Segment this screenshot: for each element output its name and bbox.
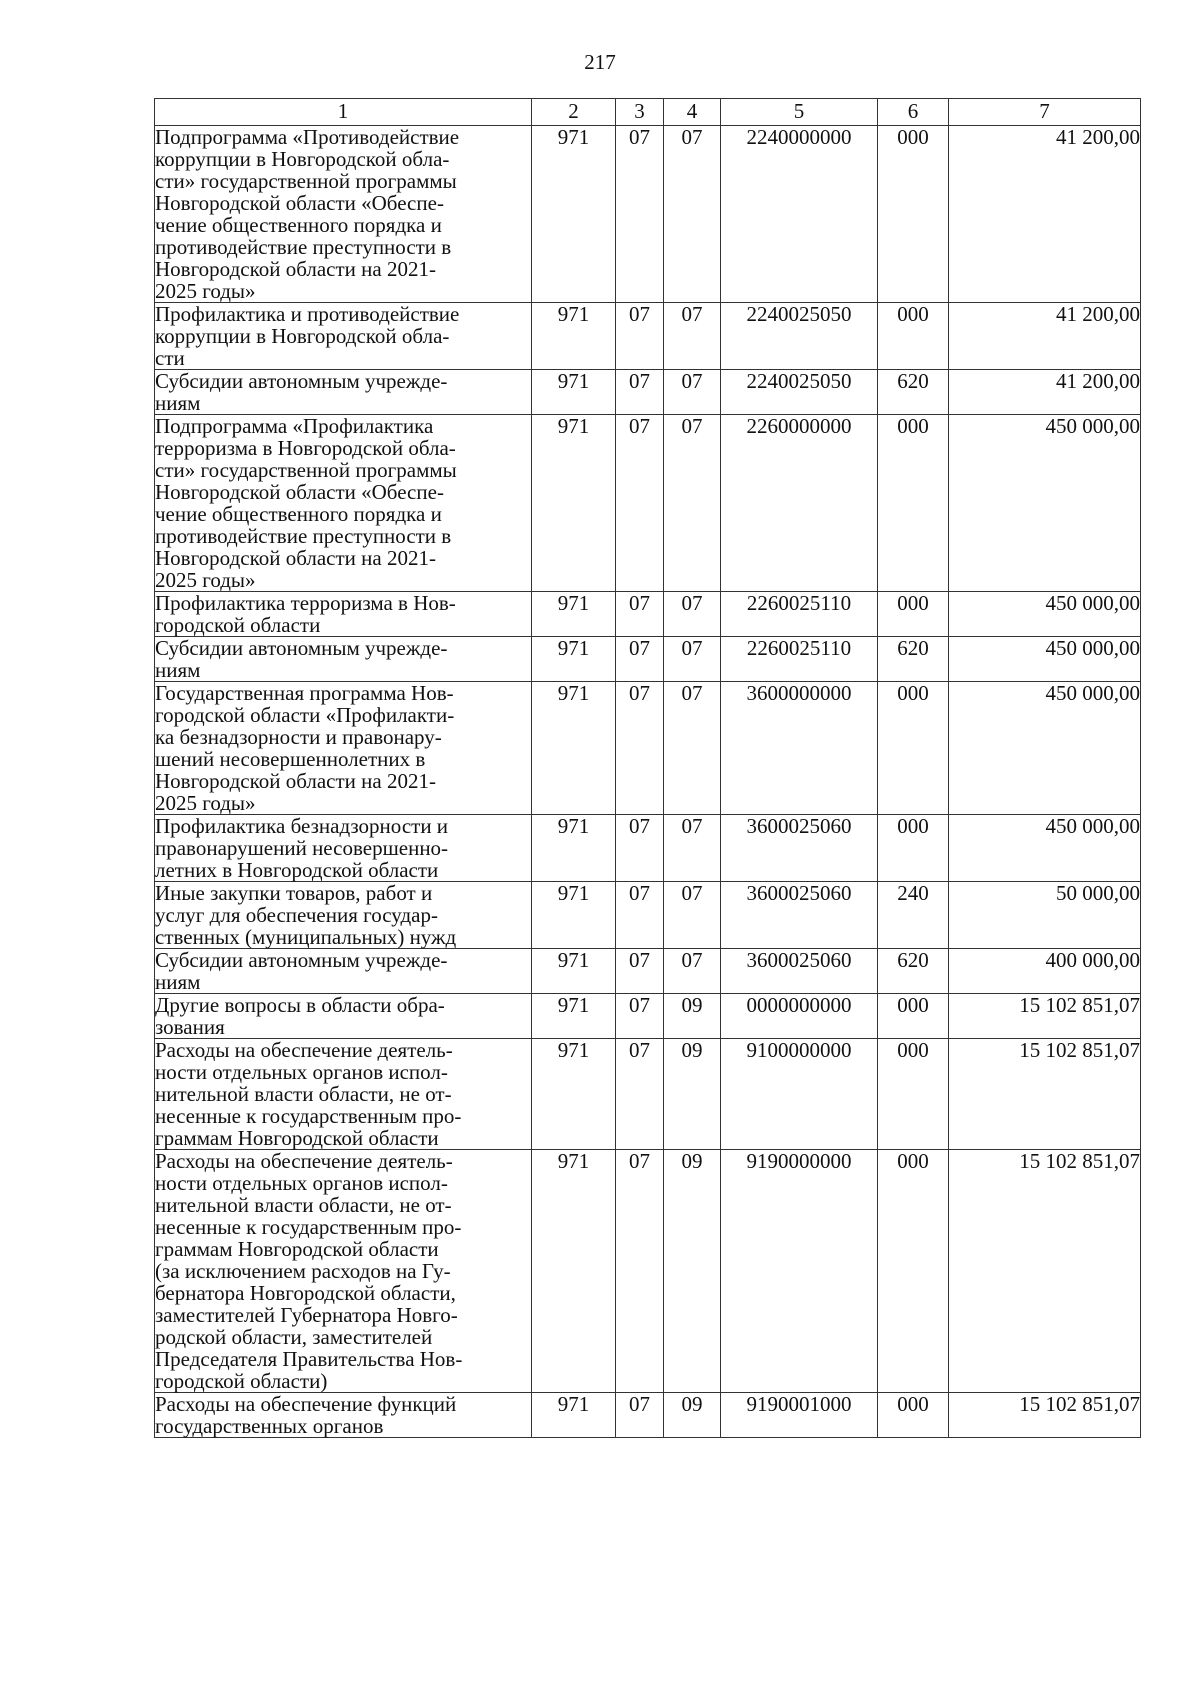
target-article-code: 2240000000 [721, 126, 878, 303]
expense-type-code: 240 [878, 882, 949, 949]
table-row [155, 303, 1141, 370]
section-code: 07 [616, 303, 664, 370]
row-description [155, 882, 532, 949]
row-description [155, 1039, 532, 1150]
amount: 400 000,00 [949, 949, 1141, 994]
subsection-code: 07 [664, 815, 721, 882]
expense-type-code: 000 [878, 303, 949, 370]
section-code: 07 [616, 1039, 664, 1150]
amount: 15 102 851,07 [949, 994, 1141, 1039]
row-description [155, 949, 532, 994]
target-article-code: 3600025060 [721, 815, 878, 882]
description-line: Председателя Правительства Нов- [155, 1347, 463, 1371]
target-article-code: 9190000000 [721, 1150, 878, 1393]
description-line: родской области, заместителей [155, 1325, 433, 1349]
expense-type-code: 000 [878, 1150, 949, 1393]
target-article-code: 2260025110 [721, 592, 878, 637]
target-article-code: 3600025060 [721, 882, 878, 949]
subsection-code: 07 [664, 949, 721, 994]
section-code: 07 [616, 126, 664, 303]
column-header: 6 [878, 99, 949, 126]
subsection-code: 07 [664, 415, 721, 592]
target-article-code: 9190001000 [721, 1393, 878, 1438]
section-code: 07 [616, 415, 664, 592]
amount: 50 000,00 [949, 882, 1141, 949]
table-row [155, 949, 1141, 994]
ministry-code: 971 [532, 637, 616, 682]
table-row [155, 415, 1141, 592]
amount: 41 200,00 [949, 126, 1141, 303]
description-line: Субсидии автономным учрежде- [155, 636, 448, 660]
amount: 15 102 851,07 [949, 1150, 1141, 1393]
description-line: коррупции в Новгородской обла- [155, 324, 450, 348]
amount: 450 000,00 [949, 815, 1141, 882]
description-line: Расходы на обеспечение функций [155, 1392, 457, 1416]
expense-type-code: 000 [878, 126, 949, 303]
description-line: зования [155, 1015, 225, 1039]
subsection-code: 07 [664, 637, 721, 682]
table-row [155, 1150, 1141, 1393]
table-row [155, 637, 1141, 682]
description-line: чение общественного порядка и [155, 502, 442, 526]
description-line: заместителей Губернатора Новго- [155, 1303, 458, 1327]
ministry-code: 971 [532, 882, 616, 949]
column-header: 2 [532, 99, 616, 126]
description-line: ниям [155, 658, 201, 682]
subsection-code: 07 [664, 370, 721, 415]
expense-type-code: 000 [878, 1393, 949, 1438]
expense-type-code: 000 [878, 415, 949, 592]
description-line: несенные к государственным про- [155, 1215, 462, 1239]
table-row [155, 1393, 1141, 1438]
section-code: 07 [616, 370, 664, 415]
ministry-code: 971 [532, 415, 616, 592]
description-line: Подпрограмма «Противодействие [155, 125, 460, 149]
description-line: Другие вопросы в области обра- [155, 993, 445, 1017]
description-line: ности отдельных органов испол- [155, 1060, 448, 1084]
ministry-code: 971 [532, 592, 616, 637]
row-description [155, 415, 532, 592]
ministry-code: 971 [532, 682, 616, 815]
description-line: Подпрограмма «Профилактика [155, 414, 434, 438]
description-line: сти [155, 346, 185, 370]
subsection-code: 09 [664, 1039, 721, 1150]
description-line: бернатора Новгородской области, [155, 1281, 456, 1305]
description-line: летних в Новгородской области [155, 858, 439, 882]
table-row [155, 815, 1141, 882]
row-description [155, 637, 532, 682]
description-line: Государственная программа Нов- [155, 681, 454, 705]
subsection-code: 09 [664, 994, 721, 1039]
row-description [155, 370, 532, 415]
description-line: Расходы на обеспечение деятель- [155, 1149, 453, 1173]
subsection-code: 07 [664, 126, 721, 303]
description-line: Иные закупки товаров, работ и [155, 881, 433, 905]
budget-table [154, 98, 1141, 1438]
section-code: 07 [616, 637, 664, 682]
row-description [155, 592, 532, 637]
target-article-code: 3600000000 [721, 682, 878, 815]
amount: 450 000,00 [949, 637, 1141, 682]
expense-type-code: 620 [878, 637, 949, 682]
description-line: Новгородской области «Обеспе- [155, 480, 444, 504]
description-line: (за исключением расходов на Гу- [155, 1259, 451, 1283]
row-description [155, 815, 532, 882]
amount: 41 200,00 [949, 303, 1141, 370]
ministry-code: 971 [532, 1039, 616, 1150]
description-line: Профилактика и противодействие [155, 302, 460, 326]
section-code: 07 [616, 882, 664, 949]
column-header: 5 [721, 99, 878, 126]
description-line: ниям [155, 970, 201, 994]
expense-type-code: 000 [878, 592, 949, 637]
table-row [155, 592, 1141, 637]
ministry-code: 971 [532, 126, 616, 303]
description-line: чение общественного порядка и [155, 213, 442, 237]
expense-type-code: 000 [878, 682, 949, 815]
row-description [155, 994, 532, 1039]
description-line: граммам Новгородской области [155, 1237, 439, 1261]
target-article-code: 2240025050 [721, 303, 878, 370]
subsection-code: 07 [664, 592, 721, 637]
expense-type-code: 000 [878, 815, 949, 882]
column-header: 7 [949, 99, 1141, 126]
section-code: 07 [616, 949, 664, 994]
description-line: Профилактика терроризма в Нов- [155, 591, 456, 615]
description-line: правонарушений несовершенно- [155, 836, 449, 860]
description-line: Субсидии автономным учрежде- [155, 948, 448, 972]
section-code: 07 [616, 1150, 664, 1393]
target-article-code: 2240025050 [721, 370, 878, 415]
description-line: городской области) [155, 1369, 328, 1393]
table-row [155, 1039, 1141, 1150]
target-article-code: 9100000000 [721, 1039, 878, 1150]
row-description [155, 682, 532, 815]
ministry-code: 971 [532, 1150, 616, 1393]
table-row [155, 370, 1141, 415]
description-line: граммам Новгородской области [155, 1126, 439, 1150]
subsection-code: 09 [664, 1393, 721, 1438]
description-line: Новгородской области на 2021- [155, 769, 436, 793]
ministry-code: 971 [532, 994, 616, 1039]
description-line: 2025 годы» [155, 279, 256, 303]
description-line: противодействие преступности в [155, 235, 452, 259]
description-line: Расходы на обеспечение деятель- [155, 1038, 453, 1062]
section-code: 07 [616, 994, 664, 1039]
table-body [155, 126, 1141, 1438]
subsection-code: 09 [664, 1150, 721, 1393]
section-code: 07 [616, 815, 664, 882]
column-header: 4 [664, 99, 721, 126]
description-line: Субсидии автономным учрежде- [155, 369, 448, 393]
ministry-code: 971 [532, 815, 616, 882]
ministry-code: 971 [532, 949, 616, 994]
amount: 41 200,00 [949, 370, 1141, 415]
column-header: 1 [155, 99, 532, 126]
target-article-code: 2260025110 [721, 637, 878, 682]
row-description [155, 126, 532, 303]
subsection-code: 07 [664, 682, 721, 815]
row-description [155, 1393, 532, 1438]
description-line: 2025 годы» [155, 568, 256, 592]
amount: 450 000,00 [949, 682, 1141, 815]
description-line: ниям [155, 391, 201, 415]
row-description [155, 1150, 532, 1393]
description-line: услуг для обеспечения государ- [155, 903, 438, 927]
table-row [155, 682, 1141, 815]
description-line: городской области «Профилакти- [155, 703, 455, 727]
ministry-code: 971 [532, 1393, 616, 1438]
description-line: ственных (муниципальных) нужд [155, 925, 457, 949]
table-row [155, 994, 1141, 1039]
description-line: Новгородской области «Обеспе- [155, 191, 444, 215]
target-article-code: 2260000000 [721, 415, 878, 592]
section-code: 07 [616, 592, 664, 637]
description-line: Профилактика безнадзорности и [155, 814, 449, 838]
table-row [155, 882, 1141, 949]
expense-type-code: 000 [878, 1039, 949, 1150]
description-line: 2025 годы» [155, 791, 256, 815]
table-row [155, 126, 1141, 303]
description-line: терроризма в Новгородской обла- [155, 436, 456, 460]
description-line: нительной власти области, не от- [155, 1193, 452, 1217]
amount: 15 102 851,07 [949, 1393, 1141, 1438]
description-line: нительной власти области, не от- [155, 1082, 452, 1106]
description-line: несенные к государственным про- [155, 1104, 462, 1128]
description-line: сти» государственной программы [155, 458, 457, 482]
page-number: 217 [584, 50, 616, 74]
description-line: ка безнадзорности и правонару- [155, 725, 442, 749]
description-line: сти» государственной программы [155, 169, 457, 193]
subsection-code: 07 [664, 303, 721, 370]
expense-type-code: 620 [878, 949, 949, 994]
amount: 450 000,00 [949, 415, 1141, 592]
description-line: Новгородской области на 2021- [155, 546, 436, 570]
target-article-code: 0000000000 [721, 994, 878, 1039]
section-code: 07 [616, 682, 664, 815]
expense-type-code: 620 [878, 370, 949, 415]
section-code: 07 [616, 1393, 664, 1438]
description-line: шений несовершеннолетних в [155, 747, 426, 771]
amount: 15 102 851,07 [949, 1039, 1141, 1150]
header-row [155, 99, 1141, 126]
description-line: Новгородской области на 2021- [155, 257, 436, 281]
target-article-code: 3600025060 [721, 949, 878, 994]
column-header: 3 [616, 99, 664, 126]
expense-type-code: 000 [878, 994, 949, 1039]
ministry-code: 971 [532, 370, 616, 415]
description-line: коррупции в Новгородской обла- [155, 147, 450, 171]
amount: 450 000,00 [949, 592, 1141, 637]
subsection-code: 07 [664, 882, 721, 949]
description-line: государственных органов [155, 1414, 384, 1438]
row-description [155, 303, 532, 370]
ministry-code: 971 [532, 303, 616, 370]
description-line: противодействие преступности в [155, 524, 452, 548]
description-line: городской области [155, 613, 321, 637]
description-line: ности отдельных органов испол- [155, 1171, 448, 1195]
